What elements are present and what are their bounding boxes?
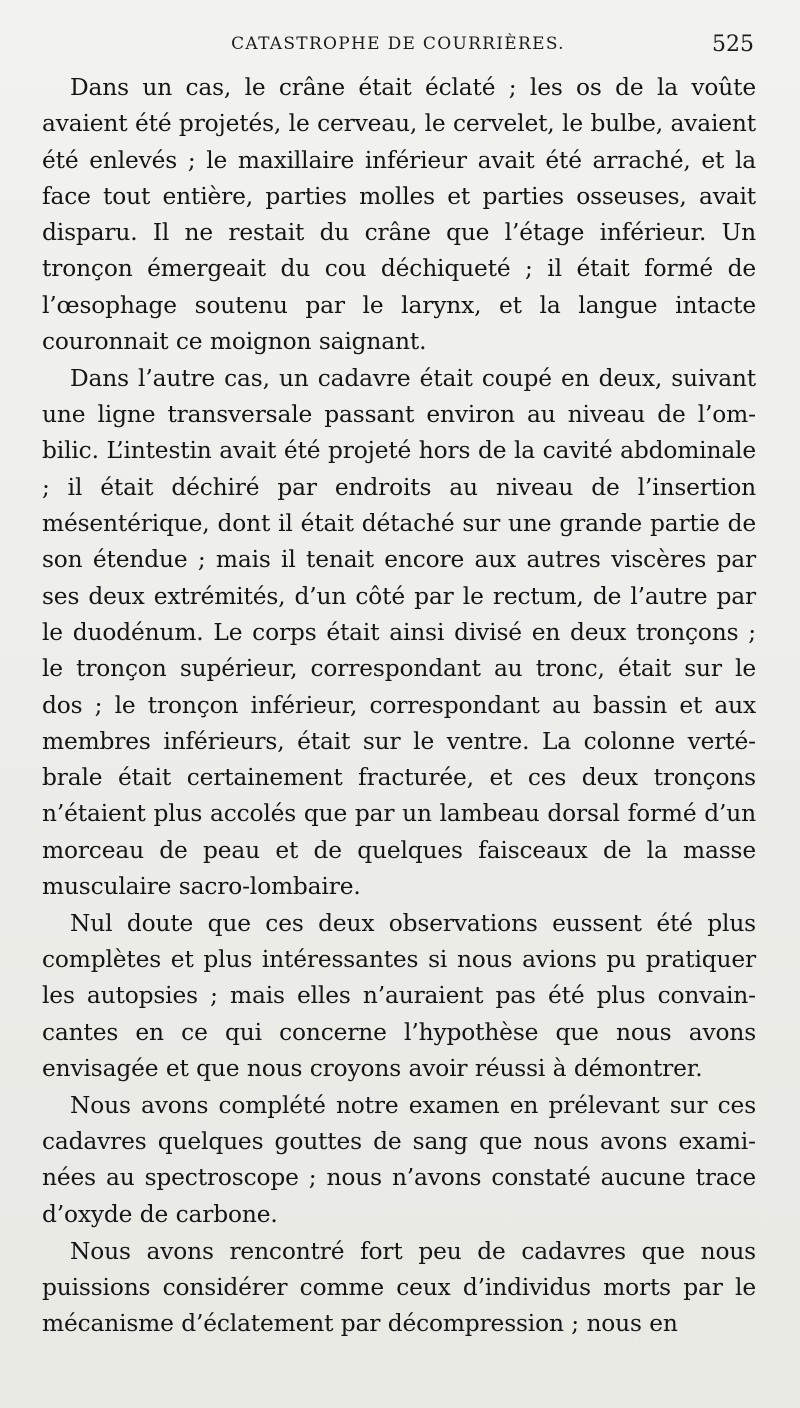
paragraph-observations: Nul doute que ces deux observations eussent été plus complètes et plus intéressantes si nous avions pu pratiquer les autopsies ; mais elles n’auraient pas été plus convaincantes en ce qui concerne l’hypothèse que nous avons envisagée et que nous croyons avoir réussi à démontrer. xyxy=(42,909,756,1083)
paragraph-skull-case: Dans un cas, le crâne était éclaté ; les os de la voûte avaient été projetés, le cerveau, le cervelet, le bulbe, avaient été enlevés ; le maxillaire inférieur avait été arraché, et la face tout entière, parties molles et parties osseuses, avait disparu. Il ne restait du crâne que l’étage inférieur. Un tronçon émergeait du cou déchiqueté ; il était formé de l’œsophage soutenu par le larynx, et la langue intacte couronnait ce moignon saignant. xyxy=(42,74,756,356)
paragraph-spectroscope: Nous avons complété notre examen en prélevant sur ces cadavres quelques gouttes de sang que nous avons examinées au spectroscope ; nous n’avons constaté aucune trace d’oxyde de carbone. xyxy=(42,1091,756,1228)
paragraph-body-severed-case: Dans l’autre cas, un cadavre était coupé en deux, suivant une ligne transversale passant environ au niveau de l’ombilic. L’intestin avait été projeté hors de la cavité abdominale ; il était déchiré par endroits au niveau de l’insertion mésentérique, dont il était détaché sur une grande partie de son étendue ; mais il tenait encore aux autres viscères par ses deux extrémités, d’un côté par le rectum, de l’autre par le duodénum. Le corps était ainsi divisé en deux tronçons ; le tronçon supérieur, correspondant au tronc, était sur le dos ; le tronçon inférieur, correspondant au bassin et aux membres inférieurs, était sur le ventre. La colonne vertébrale était certainement fracturée, et ces deux tronçons n’étaient plus accolés que par un lambeau dorsal formé d’un morceau de peau et de quelques faisceaux de la masse musculaire sacro-lombaire. xyxy=(42,364,756,901)
running-title: CATASTROPHE DE COURRIÈRES. xyxy=(231,34,565,54)
body-text xyxy=(42,70,756,1342)
running-head xyxy=(42,34,754,68)
page-number: 525 xyxy=(712,32,754,57)
paragraph-decompression: Nous avons rencontré fort peu de cadavres que nous puissions considérer comme ceux d’individus morts par le mécanisme d’éclatement par décompression ; nous en xyxy=(42,1237,756,1338)
